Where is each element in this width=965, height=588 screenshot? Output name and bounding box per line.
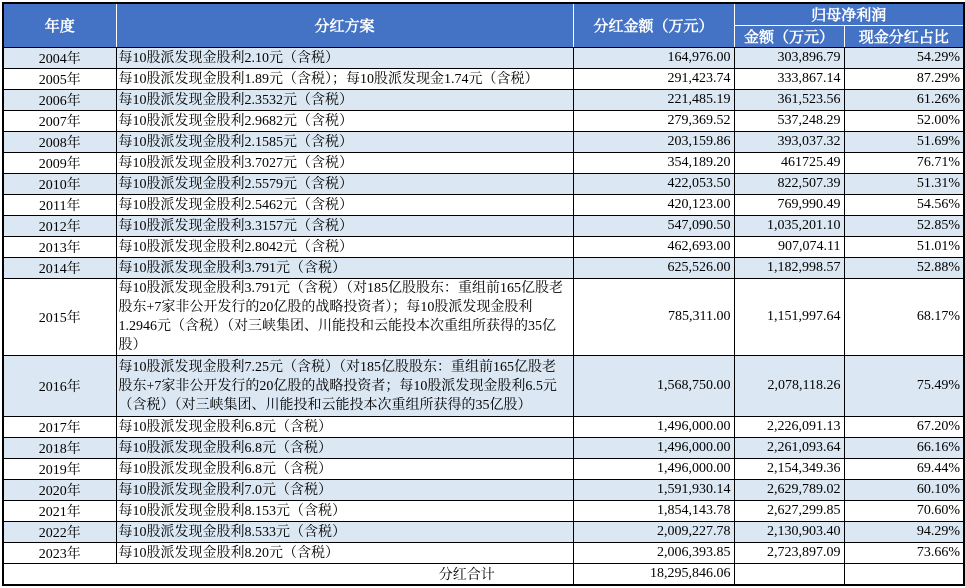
plan-cell: 每10股派发现金股利8.153元（含税） (116, 501, 573, 522)
table-row (3, 48, 964, 69)
table-row (3, 237, 964, 258)
plan-cell: 每10股派发现金股利2.8042元（含税） (116, 237, 573, 258)
net-profit-cell: 1,182,998.57 (734, 258, 844, 279)
net-profit-cell: 303,896.79 (734, 48, 844, 69)
cash-ratio-cell: 75.49% (844, 356, 964, 417)
plan-cell: 每10股派发现金股利7.25元（含税）（对185亿股股东：重组前165亿股老股东+7家非公开发行的20亿股的战略投资者；每10股派发现金股利6.5元（含税）（对三峡集团、川能投和云能投本次重组所获得的35亿股） (116, 356, 573, 417)
table-row (3, 438, 964, 459)
net-profit-cell: 461725.49 (734, 153, 844, 174)
table-row (3, 480, 964, 501)
dividend-amount-cell: 785,311.00 (573, 279, 734, 356)
year-cell: 2023年 (3, 543, 116, 564)
table-row (3, 195, 964, 216)
dividend-amount-cell: 420,123.00 (573, 195, 734, 216)
table-row (3, 459, 964, 480)
table-row (3, 543, 964, 564)
cash-ratio-cell: 76.71% (844, 153, 964, 174)
cash-ratio-cell: 52.85% (844, 216, 964, 237)
net-profit-cell: 2,154,349.36 (734, 459, 844, 480)
table-row (3, 522, 964, 543)
total-ratio-cell (844, 564, 964, 586)
net-profit-cell: 2,130,903.40 (734, 522, 844, 543)
cash-ratio-cell: 60.10% (844, 480, 964, 501)
table-body (3, 48, 964, 564)
net-profit-cell: 907,074.11 (734, 237, 844, 258)
cash-ratio-cell: 94.29% (844, 522, 964, 543)
col-header-dividend-amount: 分红金额（万元） (573, 3, 734, 48)
plan-cell: 每10股派发现金股利3.7027元（含税） (116, 153, 573, 174)
dividend-amount-cell: 1,496,000.00 (573, 438, 734, 459)
dividend-amount-cell: 354,189.20 (573, 153, 734, 174)
net-profit-cell: 537,248.29 (734, 111, 844, 132)
dividend-amount-cell: 422,053.50 (573, 174, 734, 195)
cash-ratio-cell: 51.69% (844, 132, 964, 153)
col-header-cash-ratio: 现金分红占比 (844, 26, 964, 48)
plan-cell: 每10股派发现金股利1.89元（含税）；每10股派发现金1.74元（含税） (116, 69, 573, 90)
cash-ratio-cell: 52.00% (844, 111, 964, 132)
dividend-amount-cell: 203,159.86 (573, 132, 734, 153)
net-profit-cell: 2,261,093.64 (734, 438, 844, 459)
cash-ratio-cell: 51.31% (844, 174, 964, 195)
year-cell: 2022年 (3, 522, 116, 543)
table-row (3, 132, 964, 153)
cash-ratio-cell: 70.60% (844, 501, 964, 522)
year-cell: 2014年 (3, 258, 116, 279)
year-cell: 2006年 (3, 90, 116, 111)
plan-cell: 每10股派发现金股利2.3532元（含税） (116, 90, 573, 111)
table-row (3, 216, 964, 237)
table-row (3, 111, 964, 132)
plan-cell: 每10股派发现金股利8.533元（含税） (116, 522, 573, 543)
total-dividend-cell: 18,295,846.06 (573, 564, 734, 586)
table-row (3, 69, 964, 90)
cash-ratio-cell: 73.66% (844, 543, 964, 564)
net-profit-cell: 2,078,118.26 (734, 356, 844, 417)
net-profit-cell: 393,037.32 (734, 132, 844, 153)
dividend-amount-cell: 2,009,227.78 (573, 522, 734, 543)
dividend-amount-cell: 1,496,000.00 (573, 459, 734, 480)
dividend-amount-cell: 462,693.00 (573, 237, 734, 258)
cash-ratio-cell: 61.26% (844, 90, 964, 111)
dividend-amount-cell: 547,090.50 (573, 216, 734, 237)
year-cell: 2021年 (3, 501, 116, 522)
net-profit-cell: 2,723,897.09 (734, 543, 844, 564)
total-profit-cell (734, 564, 844, 586)
col-header-plan: 分红方案 (116, 3, 573, 48)
plan-cell: 每10股派发现金股利2.9682元（含税） (116, 111, 573, 132)
year-cell: 2012年 (3, 216, 116, 237)
cash-ratio-cell: 54.56% (844, 195, 964, 216)
net-profit-cell: 1,035,201.10 (734, 216, 844, 237)
plan-cell: 每10股派发现金股利7.0元（含税） (116, 480, 573, 501)
year-cell: 2004年 (3, 48, 116, 69)
total-label-cell: 分红合计 (3, 564, 573, 586)
cash-ratio-cell: 54.29% (844, 48, 964, 69)
year-cell: 2016年 (3, 356, 116, 417)
dividend-amount-cell: 2,006,393.85 (573, 543, 734, 564)
dividend-amount-cell: 221,485.19 (573, 90, 734, 111)
plan-cell: 每10股派发现金股利8.20元（含税） (116, 543, 573, 564)
year-cell: 2010年 (3, 174, 116, 195)
header-row-top (3, 3, 964, 26)
col-header-net-profit-amount: 金额（万元） (734, 26, 844, 48)
net-profit-cell: 2,627,299.85 (734, 501, 844, 522)
col-header-net-profit-group: 归母净利润 (734, 3, 964, 26)
cash-ratio-cell: 66.16% (844, 438, 964, 459)
net-profit-cell: 2,629,789.02 (734, 480, 844, 501)
dividend-amount-cell: 164,976.00 (573, 48, 734, 69)
table-row (3, 90, 964, 111)
year-cell: 2009年 (3, 153, 116, 174)
net-profit-cell: 769,990.49 (734, 195, 844, 216)
table-row (3, 501, 964, 522)
table-row (3, 356, 964, 417)
plan-cell: 每10股派发现金股利6.8元（含税） (116, 438, 573, 459)
net-profit-cell: 822,507.39 (734, 174, 844, 195)
table-row (3, 153, 964, 174)
year-cell: 2005年 (3, 69, 116, 90)
year-cell: 2015年 (3, 279, 116, 356)
dividend-amount-cell: 1,568,750.00 (573, 356, 734, 417)
cash-ratio-cell: 51.01% (844, 237, 964, 258)
year-cell: 2007年 (3, 111, 116, 132)
net-profit-cell: 2,226,091.13 (734, 417, 844, 438)
cash-ratio-cell: 87.29% (844, 69, 964, 90)
plan-cell: 每10股派发现金股利6.8元（含税） (116, 417, 573, 438)
plan-cell: 每10股派发现金股利2.5462元（含税） (116, 195, 573, 216)
plan-cell: 每10股派发现金股利2.1585元（含税） (116, 132, 573, 153)
year-cell: 2008年 (3, 132, 116, 153)
plan-cell: 每10股派发现金股利3.3157元（含税） (116, 216, 573, 237)
dividend-amount-cell: 625,526.00 (573, 258, 734, 279)
net-profit-cell: 361,523.56 (734, 90, 844, 111)
dividend-amount-cell: 291,423.74 (573, 69, 734, 90)
year-cell: 2019年 (3, 459, 116, 480)
net-profit-cell: 1,151,997.64 (734, 279, 844, 356)
year-cell: 2017年 (3, 417, 116, 438)
cash-ratio-cell: 52.88% (844, 258, 964, 279)
plan-cell: 每10股派发现金股利6.8元（含税） (116, 459, 573, 480)
year-cell: 2018年 (3, 438, 116, 459)
cash-ratio-cell: 67.20% (844, 417, 964, 438)
year-cell: 2020年 (3, 480, 116, 501)
cash-ratio-cell: 69.44% (844, 459, 964, 480)
dividend-amount-cell: 1,496,000.00 (573, 417, 734, 438)
dividend-amount-cell: 1,591,930.14 (573, 480, 734, 501)
table-footer (3, 564, 964, 586)
table-row (3, 279, 964, 356)
col-header-year: 年度 (3, 3, 116, 48)
net-profit-cell: 333,867.14 (734, 69, 844, 90)
dividend-amount-cell: 1,854,143.78 (573, 501, 734, 522)
year-cell: 2013年 (3, 237, 116, 258)
table-header (3, 3, 964, 48)
plan-cell: 每10股派发现金股利2.10元（含税） (116, 48, 573, 69)
table-row (3, 174, 964, 195)
table-row (3, 258, 964, 279)
dividend-amount-cell: 279,369.52 (573, 111, 734, 132)
total-row (3, 564, 964, 586)
year-cell: 2011年 (3, 195, 116, 216)
plan-cell: 每10股派发现金股利3.791元（含税）（对185亿股股东：重组前165亿股老股东+7家非公开发行的20亿股的战略投资者）；每10股派发现金股利1.2946元（含税）（对三峡集团、川能投和云能投本次重组所获得的35亿股） (116, 279, 573, 356)
plan-cell: 每10股派发现金股利3.791元（含税） (116, 258, 573, 279)
plan-cell: 每10股派发现金股利2.5579元（含税） (116, 174, 573, 195)
cash-ratio-cell: 68.17% (844, 279, 964, 356)
table-row (3, 417, 964, 438)
dividend-table (2, 2, 965, 586)
